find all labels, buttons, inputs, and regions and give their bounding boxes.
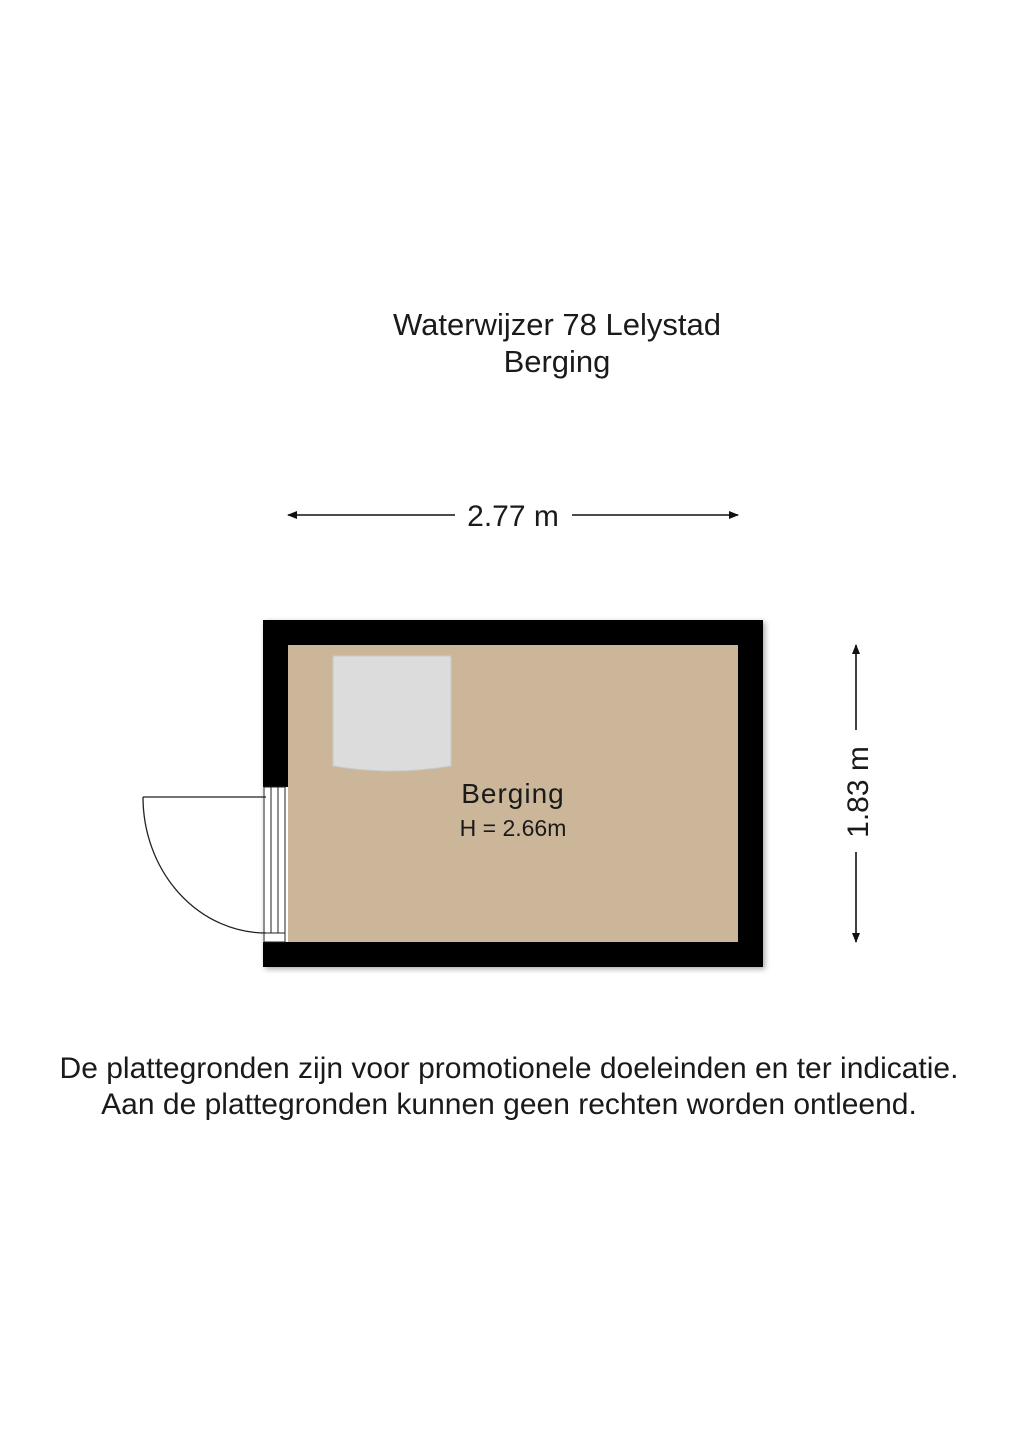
height-dimension	[842, 645, 875, 942]
door-threshold	[278, 787, 285, 942]
disclaimer	[0, 1051, 1018, 1123]
disclaimer-line-2: Aan de plattegronden kunnen geen rechten worden ontleend.	[101, 1088, 917, 1121]
address-title: Waterwijzer 78 Lelystad	[393, 307, 721, 342]
room-name: Berging	[461, 778, 565, 809]
door-frame-inner	[271, 787, 278, 942]
disclaimer-line-1: De plattegronden zijn voor promotionele doeleinden en ter indicatie.	[59, 1052, 959, 1085]
door	[143, 787, 288, 942]
height-label: 1.83 m	[842, 746, 875, 838]
door-hinge-block	[264, 933, 285, 942]
width-label: 2.77 m	[467, 500, 559, 533]
door-frame-outer	[264, 787, 271, 942]
door-swing-arc	[143, 797, 266, 933]
floor-title: Berging	[503, 344, 611, 379]
width-dimension	[288, 500, 738, 533]
room-height: H = 2.66m	[459, 815, 567, 841]
appliance-box	[333, 656, 451, 771]
